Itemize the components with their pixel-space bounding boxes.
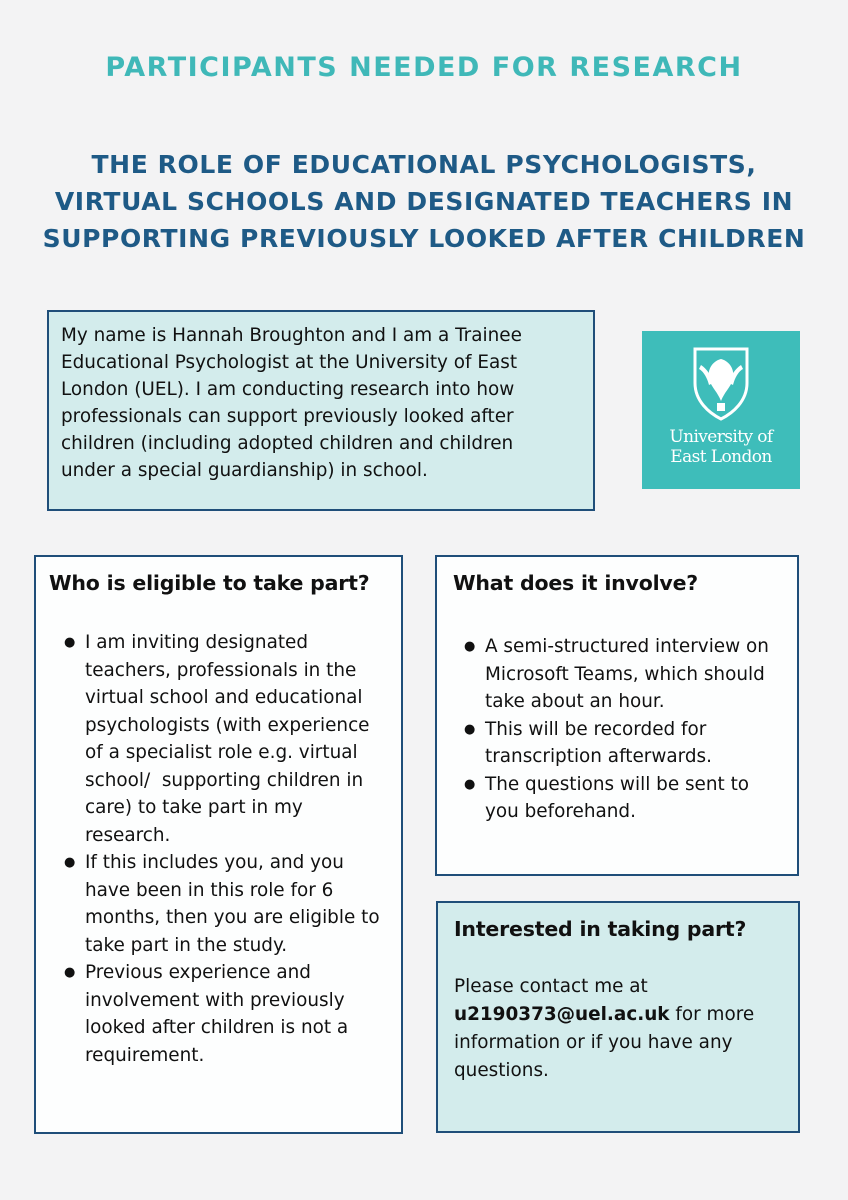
intro-box [47, 310, 595, 511]
list-line: This will be recorded for [485, 718, 707, 740]
intro-line: professionals can support previously looked after [61, 406, 514, 427]
list-line: school/ supporting children in [85, 769, 364, 791]
study-title-line: THE ROLE OF EDUCATIONAL PSYCHOLOGISTS, [91, 150, 757, 179]
list-item [464, 633, 785, 716]
contact-line: information or if you have any [454, 1032, 733, 1053]
list-line: looked after children is not a [85, 1017, 349, 1038]
intro-line: London (UEL). I am conducting research into how [61, 379, 515, 400]
list-line: virtual school and educational [85, 687, 363, 708]
main-heading: PARTICIPANTS NEEDED FOR RESEARCH [105, 52, 743, 83]
involvement-list [453, 633, 785, 826]
contact-line: questions. [454, 1060, 549, 1081]
list-line: If this includes you, and you [85, 852, 344, 873]
contact-text [454, 973, 786, 1085]
list-line: take about an hour. [485, 691, 665, 712]
list-line: Previous experience and [85, 962, 311, 983]
intro-line: children (including adopted children and children [61, 433, 514, 454]
list-line: teachers, professionals in the [85, 659, 357, 681]
bullet-icon: ● [464, 639, 476, 654]
contact-line: Please contact me at [454, 976, 648, 997]
list-item [64, 959, 389, 1069]
eligibility-box [34, 555, 403, 1134]
list-line: A semi-structured interview on [485, 636, 769, 657]
involvement-title: What does it involve? [453, 571, 698, 595]
list-line: Microsoft Teams, which should [485, 663, 765, 685]
university-logo [642, 331, 800, 489]
phoenix-crest-icon [687, 343, 755, 423]
contact-email[interactable]: u2190373@uel.ac.uk [454, 1004, 670, 1025]
list-item [64, 629, 389, 849]
list-line: involvement with previously [85, 989, 345, 1011]
bullet-icon: ● [464, 776, 476, 792]
study-title [0, 146, 848, 257]
list-line: care) to take part in my [85, 797, 303, 818]
logo-text: East London [670, 447, 772, 467]
study-title-line: SUPPORTING PREVIOUSLY LOOKED AFTER CHILDREN [42, 224, 806, 253]
list-line: research. [85, 824, 171, 846]
list-line: months, then you are eligible to [85, 907, 380, 928]
intro-line: My name is Hannah Broughton and I am a Trainee [61, 325, 522, 346]
logo-text: University of [669, 427, 773, 447]
bullet-icon: ● [64, 855, 76, 870]
eligibility-list [49, 629, 389, 1069]
involvement-box [435, 555, 799, 876]
study-title-line: VIRTUAL SCHOOLS AND DESIGNATED TEACHERS IN [54, 187, 794, 216]
list-item [464, 771, 785, 826]
list-line: have been in this role for 6 [85, 879, 334, 901]
list-line: requirement. [85, 1044, 205, 1066]
list-line: take part in the study. [85, 934, 288, 956]
bullet-icon: ● [64, 635, 76, 650]
intro-line: under a special guardianship) in school. [61, 460, 428, 481]
contact-box [436, 901, 800, 1133]
intro-text [61, 322, 581, 484]
list-line: I am inviting designated [85, 632, 309, 653]
list-line: psychologists (with experience [85, 714, 370, 736]
list-item [64, 849, 389, 959]
contact-line: for more [669, 1004, 755, 1025]
bullet-icon: ● [464, 721, 476, 737]
list-line: you beforehand. [485, 801, 636, 822]
list-line: transcription afterwards. [485, 746, 712, 767]
intro-line: Educational Psychologist at the University of East [61, 352, 518, 373]
bullet-icon: ● [64, 965, 76, 980]
list-line: of a specialist role e.g. virtual [85, 742, 358, 763]
list-line: The questions will be sent to [485, 773, 750, 795]
contact-title: Interested in taking part? [454, 917, 747, 941]
list-item [464, 716, 785, 771]
eligibility-title: Who is eligible to take part? [49, 571, 370, 595]
